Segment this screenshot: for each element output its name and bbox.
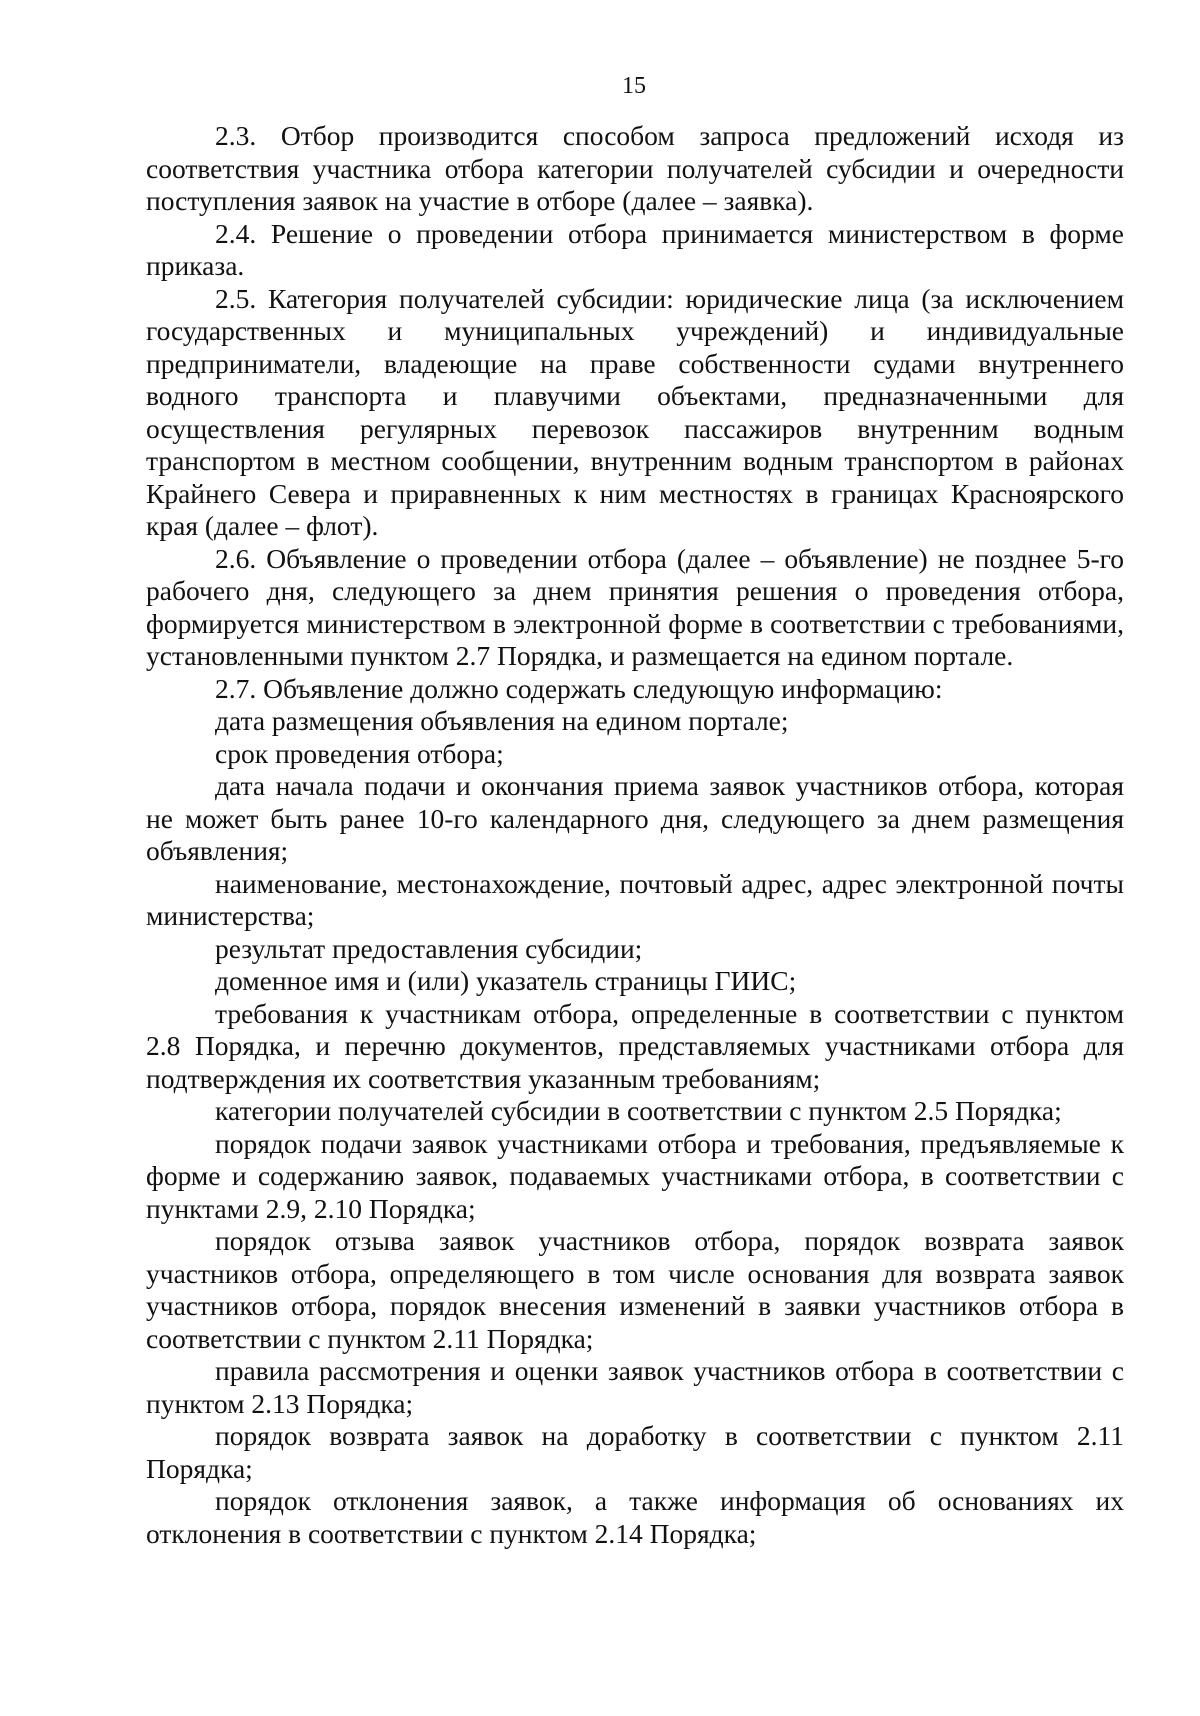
page-number: 15 (622, 73, 646, 99)
paragraph-2-6: 2.6. Объявление о проведении отбора (далее – объявление) не позднее 5-го рабочего дня, следующего за днем принятия решения о проведения отбора, формируется министерством в электронной форме в соответствии с требованиями, установленными пунктом 2.7 Порядка, и размещается на едином портале. (146, 542, 1124, 671)
list-item: наименование, местонахождение, почтовый адрес, адрес электронной почты министерства; (146, 867, 1124, 931)
list-item: требования к участникам отбора, определенные в соответствии с пунктом 2.8 Порядка, и перечню документов, представляемых участниками отбора для подтверждения их соответствия указанным требованиям; (146, 997, 1124, 1094)
list-item: порядок отклонения заявок, а также информация об основаниях их отклонения в соответствии с пунктом 2.14 Порядка; (146, 1485, 1124, 1549)
list-item: результат предоставления субсидии; (215, 932, 643, 964)
list-item: правила рассмотрения и оценки заявок участников отбора в соответствии с пунктом 2.13 Порядка; (146, 1355, 1124, 1419)
paragraph-2-3: 2.3. Отбор производится способом запроса предложений исходя из соответствия участника отбора категории получателей субсидии и очередности поступления заявок на участие в отборе (далее – заявка). (146, 120, 1124, 216)
list-item: порядок отзыва заявок участников отбора, порядок возврата заявок участников отбора, определяющего в том числе основания для возврата заявок участников отбора, порядок внесения изменений в заявки участников отбора в соответствии с пунктом 2.11 Порядка; (146, 1225, 1124, 1354)
paragraph-2-4: 2.4. Решение о проведении отбора принимается министерством в форме приказа. (146, 217, 1124, 281)
list-item: доменное имя и (или) указатель страницы ГИИС; (215, 965, 797, 996)
document-body (146, 120, 1124, 1550)
list-item: дата размещения объявления на едином портале; (215, 705, 789, 736)
list-item: срок проведения отбора; (215, 737, 504, 769)
paragraph-2-7: 2.7. Объявление должно содержать следующую информацию: (215, 672, 943, 704)
paragraph-2-5: 2.5. Категория получателей субсидии: юридические лица (за исключением государственных и муниципальных учреждений) и индивидуальные предприниматели, владеющие на праве собственности судами внутреннего водного транспорта и плавучими объектами, предназначенными для осуществления регулярных перевозок пассажиров внутренним водным транспортом в местном сообщении, внутренним водным транспортом в районах Крайнего Севера и приравненных к ним местностях в границах Красноярского края (далее – флот). (146, 282, 1124, 541)
list-item: категории получателей субсидии в соответствии с пунктом 2.5 Порядка; (215, 1095, 1062, 1126)
list-item: дата начала подачи и окончания приема заявок участников отбора, которая не может быть ранее 10-го календарного дня, следующего за днем размещения объявления; (146, 770, 1124, 866)
list-item: порядок возврата заявок на доработку в соответствии с пунктом 2.11 Порядка; (146, 1420, 1124, 1484)
list-item: порядок подачи заявок участниками отбора и требования, предъявляемые к форме и содержанию заявок, подаваемых участниками отбора, в соответствии с пунктами 2.9, 2.10 Порядка; (146, 1127, 1124, 1224)
